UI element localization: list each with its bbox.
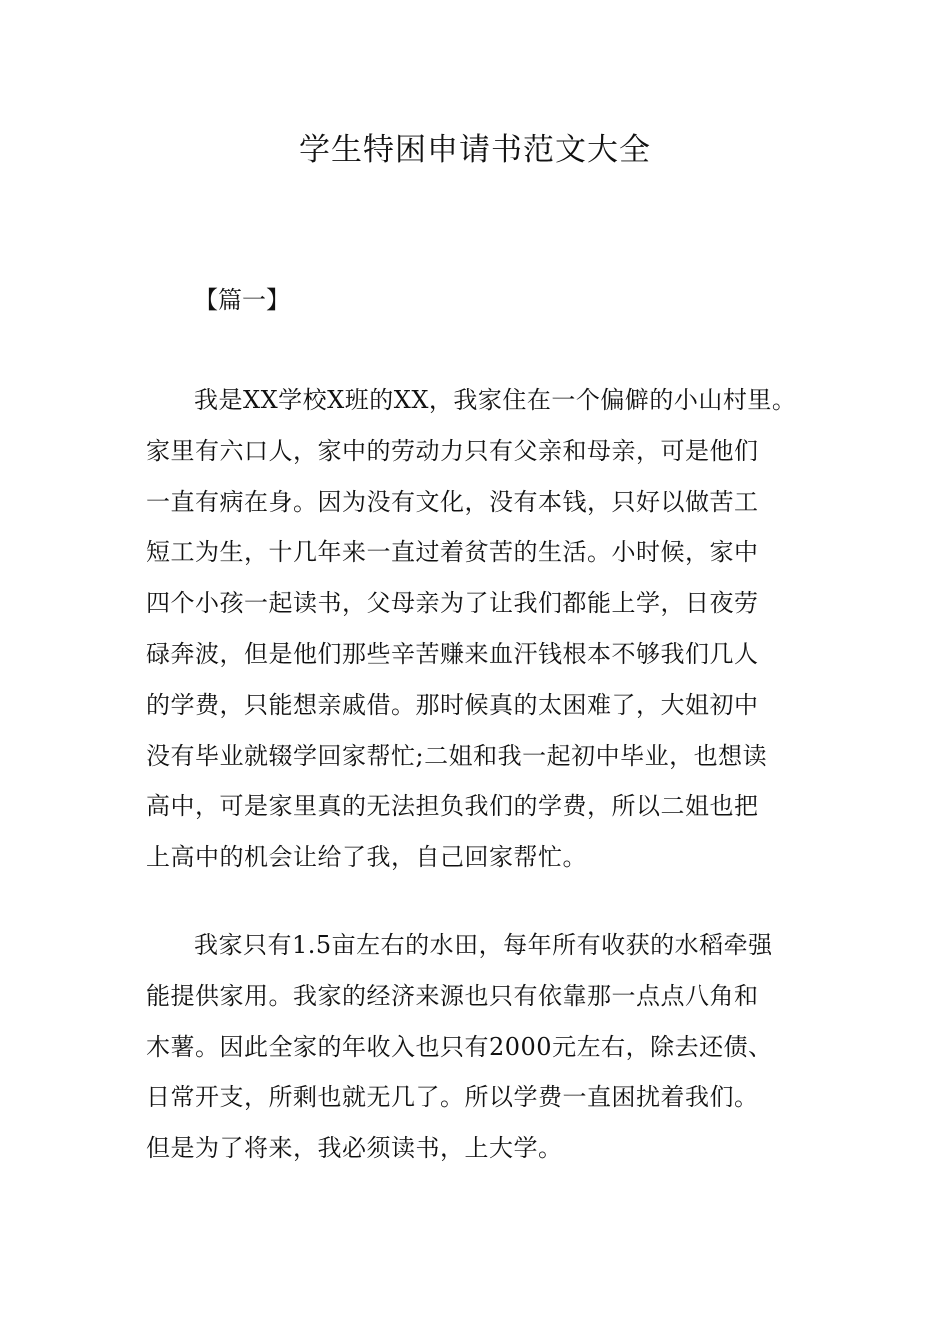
text-line: 木薯。因此全家的年收入也只有2000元左右，除去还债、 — [146, 1032, 773, 1061]
paragraph-1 — [146, 375, 826, 883]
text-line: 我家只有1.5亩左右的水田，每年所有收获的水稻牵强 — [194, 931, 773, 959]
text-line: 日常开支，所剩也就无几了。所以学费一直困扰着我们。 — [146, 1083, 759, 1112]
section-heading: 【篇一】 — [194, 286, 290, 314]
paragraph-2 — [146, 920, 826, 1174]
text-line: 上高中的机会让给了我，自己回家帮忙。 — [146, 843, 587, 872]
text-line: 的学费，只能想亲戚借。那时候真的太困难了，大姐初中 — [146, 690, 759, 719]
text-line: 能提供家用。我家的经济来源也只有依靠那一点点八角和 — [146, 981, 759, 1010]
text-line: 碌奔波，但是他们那些辛苦赚来血汗钱根本不够我们几人 — [146, 639, 759, 668]
text-line: 我是XX学校X班的XX，我家住在一个偏僻的小山村里。 — [194, 386, 797, 414]
page-title: 学生特困申请书范文大全 — [299, 132, 651, 168]
text-line: 高中，可是家里真的无法担负我们的学费，所以二姐也把 — [146, 792, 759, 821]
text-line: 一直有病在身。因为没有文化，没有本钱，只好以做苦工 — [146, 487, 759, 516]
text-line: 四个小孩一起读书，父母亲为了让我们都能上学，日夜劳 — [146, 589, 759, 618]
text-line: 没有毕业就辍学回家帮忙;二姐和我一起初中毕业，也想读 — [146, 741, 768, 770]
text-line: 但是为了将来，我必须读书，上大学。 — [146, 1134, 563, 1163]
text-line: 短工为生，十几年来一直过着贫苦的生活。小时候，家中 — [146, 538, 759, 567]
text-line: 家里有六口人，家中的劳动力只有父亲和母亲，可是他们 — [146, 436, 759, 465]
